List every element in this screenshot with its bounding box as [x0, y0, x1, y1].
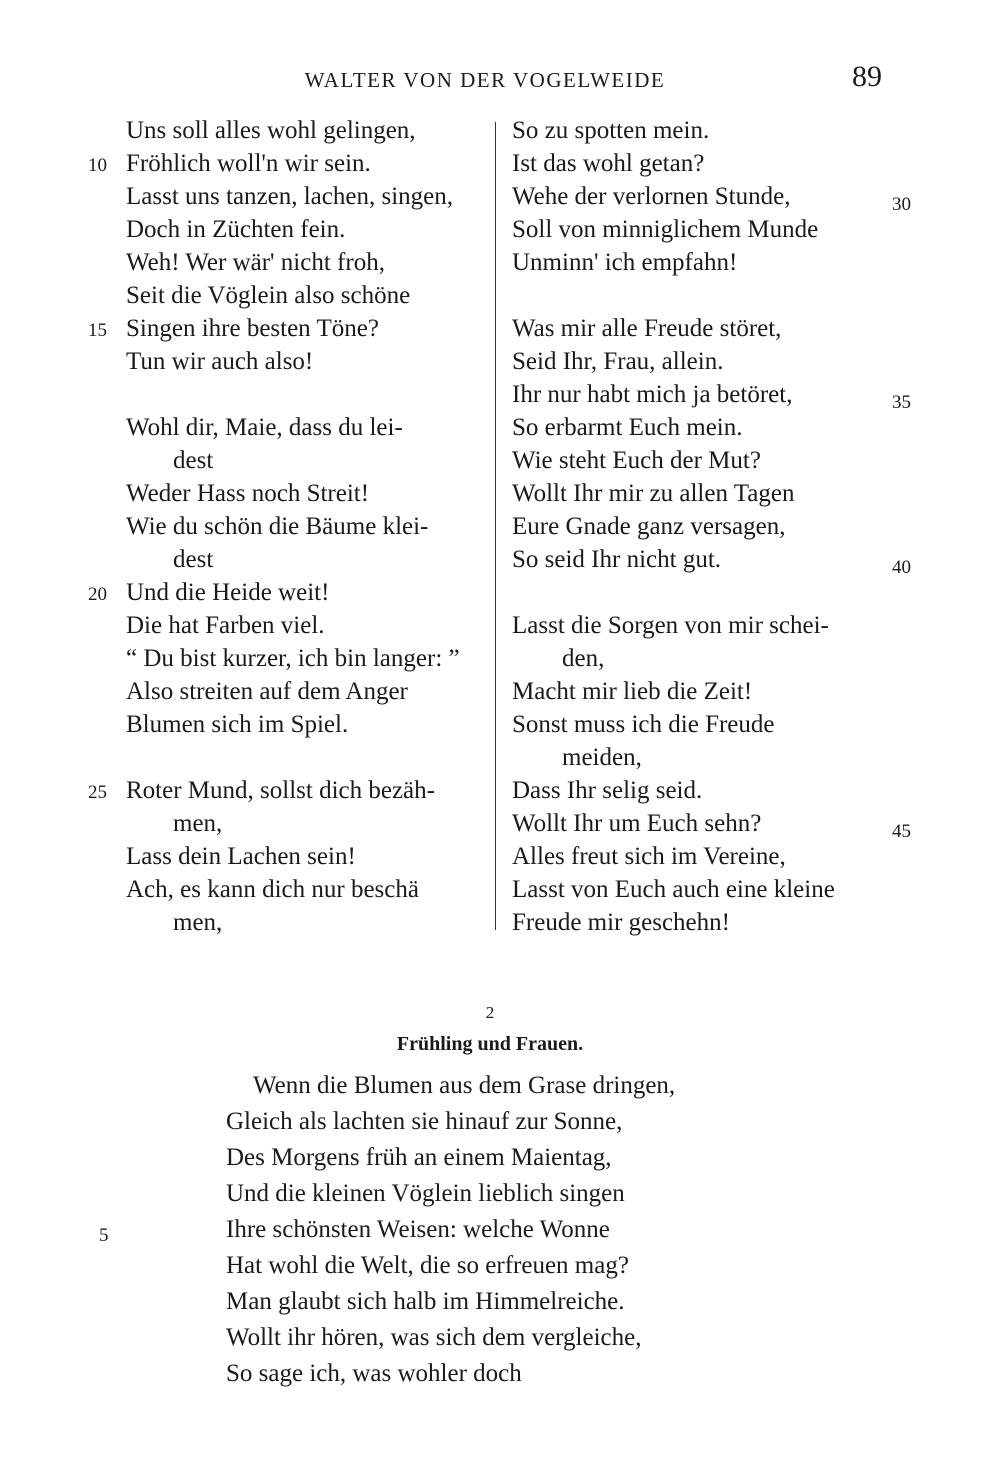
- line-number: 15: [88, 320, 107, 341]
- line-number: 30: [892, 194, 911, 215]
- verse-line: Sonst muss ich die Freude: [512, 711, 775, 738]
- verse-line: Also streiten auf dem Anger: [126, 678, 408, 705]
- verse-line: Tun wir auch also!: [126, 348, 314, 375]
- verse-line: Wie du schön die Bäume klei-: [126, 513, 429, 540]
- verse-line: Roter Mund, sollst dich bezäh-: [126, 777, 435, 804]
- verse-line: Fröhlich woll'n wir sein.: [126, 150, 371, 177]
- verse-line: Wenn die Blumen aus dem Grase dringen,: [253, 1072, 676, 1099]
- verse-line: Ihre schönsten Weisen: welche Wonne: [226, 1216, 610, 1243]
- line-number: 45: [892, 821, 911, 842]
- verse-line: Und die kleinen Vöglein lieblich singen: [226, 1180, 625, 1207]
- verse-line: dest: [173, 546, 214, 573]
- verse-line: Wohl dir, Maie, dass du lei-: [126, 414, 403, 441]
- verse-line: So zu spotten mein.: [512, 117, 710, 144]
- verse-line: So seid Ihr nicht gut.: [512, 546, 722, 573]
- verse-line: Blumen sich im Spiel.: [126, 711, 349, 738]
- verse-line: Gleich als lachten sie hinauf zur Sonne,: [226, 1108, 623, 1135]
- verse-line: Wollt Ihr mir zu allen Tagen: [512, 480, 795, 507]
- section-number: 2: [485, 1003, 495, 1022]
- verse-line: Lasst die Sorgen von mir schei-: [512, 612, 829, 639]
- verse-line: den,: [562, 645, 605, 672]
- running-head-title: WALTER VON DER VOGELWEIDE: [304, 68, 666, 92]
- verse-line: Und die Heide weit!: [126, 579, 330, 606]
- poem-title: Frühling und Frauen.: [396, 1033, 584, 1055]
- verse-line: Doch in Züchten fein.: [126, 216, 346, 243]
- verse-line: Die hat Farben viel.: [126, 612, 325, 639]
- verse-line: Seit die Vöglein also schöne: [126, 282, 411, 309]
- verse-line: Eure Gnade ganz versagen,: [512, 513, 786, 540]
- verse-line: Man glaubt sich halb im Himmelreiche.: [226, 1288, 625, 1315]
- line-number: 35: [892, 392, 911, 413]
- verse-line: men,: [173, 810, 223, 837]
- verse-line: men,: [173, 909, 223, 936]
- verse-line: Lasst von Euch auch eine kleine: [512, 876, 835, 903]
- verse-line: Weder Hass noch Streit!: [126, 480, 370, 507]
- verse-line: Uns soll alles wohl gelingen,: [126, 117, 416, 144]
- verse-line: Singen ihre besten Töne?: [126, 315, 379, 342]
- column-divider: [495, 122, 496, 930]
- line-number: 25: [88, 782, 107, 803]
- line-number: 10: [88, 155, 107, 176]
- verse-line: Ihr nur habt mich ja betöret,: [512, 381, 793, 408]
- verse-line: Soll von minniglichem Munde: [512, 216, 819, 243]
- verse-line: Alles freut sich im Vereine,: [512, 843, 786, 870]
- verse-line: Unminn' ich empfahn!: [512, 249, 738, 276]
- line-number: 5: [99, 1225, 109, 1246]
- verse-line: Wehe der verlornen Stunde,: [512, 183, 791, 210]
- verse-line: meiden,: [562, 744, 642, 771]
- verse-line: Hat wohl die Welt, die so erfreuen mag?: [226, 1252, 629, 1279]
- verse-line: Wollt Ihr um Euch sehn?: [512, 810, 762, 837]
- line-number: 40: [892, 557, 911, 578]
- verse-line: dest: [173, 447, 214, 474]
- verse-line: So sage ich, was wohler doch: [226, 1360, 522, 1387]
- verse-line: So erbarmt Euch mein.: [512, 414, 743, 441]
- line-number: 20: [88, 584, 107, 605]
- verse-line: Wollt ihr hören, was sich dem vergleiche,: [226, 1324, 642, 1351]
- verse-line: “ Du bist kurzer, ich bin langer: ”: [126, 645, 460, 672]
- verse-line: Dass Ihr selig seid.: [512, 777, 703, 804]
- page-number: 89: [852, 60, 882, 93]
- verse-line: Was mir alle Freude störet,: [512, 315, 782, 342]
- verse-line: Weh! Wer wär' nicht froh,: [126, 249, 385, 276]
- verse-line: Macht mir lieb die Zeit!: [512, 678, 753, 705]
- verse-line: Wie steht Euch der Mut?: [512, 447, 761, 474]
- verse-line: Des Morgens früh an einem Maientag,: [226, 1144, 612, 1171]
- verse-line: Ist das wohl getan?: [512, 150, 705, 177]
- verse-line: Freude mir geschehn!: [512, 909, 730, 936]
- verse-line: Ach, es kann dich nur beschä: [126, 876, 419, 903]
- verse-line: Seid Ihr, Frau, allein.: [512, 348, 724, 375]
- verse-line: Lasst uns tanzen, lachen, singen,: [126, 183, 453, 210]
- verse-line: Lass dein Lachen sein!: [126, 843, 356, 870]
